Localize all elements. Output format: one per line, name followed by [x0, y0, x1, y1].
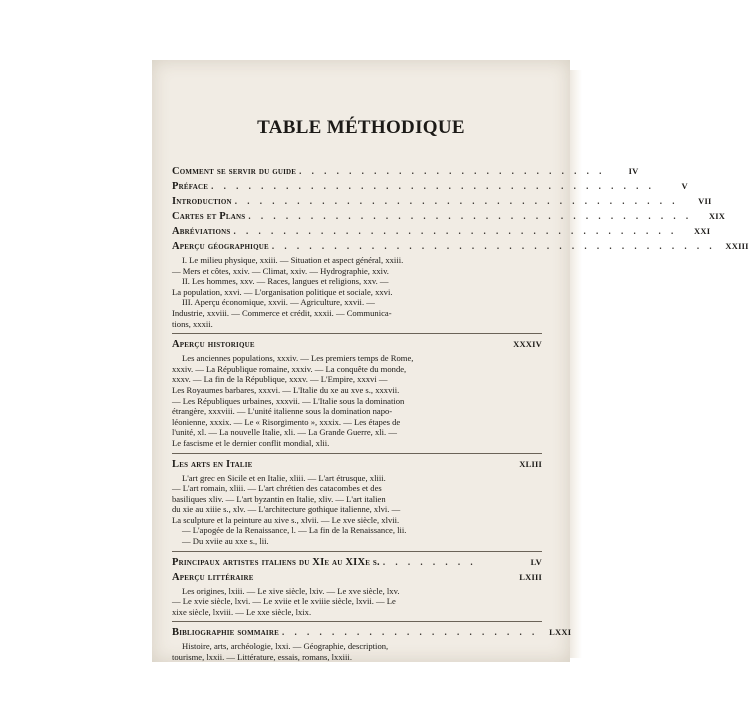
- subtopic-line: — L'art romain, xliii. — L'art chrétien des catacombes et des: [172, 483, 382, 494]
- toc-label: Principaux artistes italiens du XIe au XIXe s.: [172, 556, 380, 568]
- section-divider: [172, 453, 542, 454]
- subtopic-line: — Du xviie au xxe s., lii.: [182, 536, 269, 547]
- hist-subtopics: [172, 353, 512, 448]
- leader-dots: . . . . . . . . . . . . . . . . . . . . . . . . . . . . . . . . . . . .: [248, 211, 693, 221]
- leader-dots: . . . . . . . . . . . . . . . . . . . . .: [281, 627, 539, 638]
- biblio-subtopics: [172, 641, 512, 662]
- section-divider: [172, 333, 542, 334]
- leader-dots: . . . . . . . . . . . . . . . . . . . . . . . . . . . . . . . . . . . .: [234, 196, 679, 206]
- subtopic-line: — Le xvie siècle, lxvi. — Le xviie et le xviiie siècle, lxvii. — Le: [172, 596, 396, 607]
- toc-page-number: V: [681, 181, 688, 191]
- geo-subtopics: [172, 255, 512, 329]
- toc-page-number: LXXI: [549, 627, 572, 638]
- toc-label: Bibliographie sommaire: [172, 627, 279, 639]
- subtopic-line: du xie au xiiie s., xlv. — L'architecture gothique italienne, xlvi. —: [172, 504, 401, 515]
- subtopic-line: Les Royaumes barbares, xxxvi. — L'Italie du xe au xve s., xxxvii.: [172, 384, 400, 395]
- subtopic-line: — Les Républiques urbaines, xxxvii. — L'Italie sous la domination: [172, 395, 405, 406]
- subtopic-line: I. Le milieu physique, xxiii. — Situation et aspect général, xxiii.: [182, 255, 404, 265]
- subtopic-line: Histoire, arts, archéologie, lxxi. — Géographie, description,: [182, 641, 389, 652]
- subtopic-line: III. Aperçu économique, xxvii. — Agriculture, xxvii. —: [182, 297, 375, 308]
- subtopic-line: Le fascisme et le dernier conflit mondial, xlii.: [172, 437, 330, 448]
- subtopic-line: tourisme, lxxii. — Littérature, essais, romans, lxxiii.: [172, 652, 352, 663]
- toc-entry-geographique[interactable]: [172, 239, 749, 254]
- toc-page-number: XLIII: [519, 458, 542, 469]
- subtopic-line: xxxv. — La fin de la République, xxxv. — L'Empire, xxxvi —: [172, 374, 388, 385]
- toc-page-number: IV: [628, 166, 639, 176]
- subtopic-line: xixe siècle, lxviii. — Le xxe siècle, lxix.: [172, 606, 312, 617]
- leader-dots: . . . . . . . . . . . . . . . . . . . . . . . . .: [299, 166, 606, 176]
- toc-entry-historique[interactable]: [172, 337, 542, 352]
- subtopic-line: L'art grec en Sicile et en Italie, xliii. — L'art étrusque, xliii.: [182, 472, 386, 483]
- arts-subtopics: [172, 473, 512, 547]
- toc-label: Préface: [172, 181, 209, 192]
- section-divider: [172, 621, 542, 622]
- toc-label: Les arts en Italie: [172, 458, 253, 470]
- leader-dots: . . . . . . . . . . . . . . . . . . . . . . . . . . . . . . . . . . . .: [211, 181, 655, 191]
- section-divider: [172, 551, 542, 552]
- toc-page-number: XXI: [694, 226, 711, 236]
- leader-dots: . . . . . . . . . . . . . . . . . . . . . . . . . . . . . . . . . . . .: [271, 241, 716, 251]
- toc-page-number: XXIII: [725, 241, 749, 251]
- subtopic-line: II. Les hommes, xxv. — Races, langues et religions, xxv. —: [182, 276, 389, 287]
- subtopic-line: Industrie, xxviii. — Commerce et crédit, xxxii. — Communica-: [172, 307, 392, 318]
- table-of-contents: [172, 164, 749, 667]
- subtopic-line: La population, xxvi. — L'organisation politique et sociale, xxvi.: [172, 286, 393, 297]
- toc-label: Cartes et Plans: [172, 211, 246, 222]
- subtopic-line: La sculpture et la peinture au xive s., xlvii. — Le xve siècle, xlvii.: [172, 514, 400, 525]
- subtopic-line: — L'apogée de la Renaissance, l. — La fin de la Renaissance, lii.: [182, 525, 407, 536]
- toc-entry-artistes[interactable]: [172, 555, 542, 570]
- subtopic-line: étrangère, xxxviii. — L'unité italienne sous la domination napo-: [172, 406, 393, 417]
- toc-entry-litteraire[interactable]: [172, 570, 542, 585]
- toc-page-number: XXXIV: [513, 339, 542, 350]
- toc-label: Aperçu historique: [172, 339, 255, 351]
- subtopic-line: tions, xxxii.: [172, 318, 213, 329]
- subtopic-line: Les anciennes populations, xxxiv. — Les premiers temps de Rome,: [182, 353, 414, 364]
- toc-page-number: VII: [698, 196, 712, 206]
- toc-label: Aperçu littéraire: [172, 571, 254, 583]
- toc-page-number: LXIII: [519, 571, 542, 582]
- toc-page-number: LV: [530, 556, 542, 567]
- subtopic-line: basiliques xliv. — L'art byzantin en Italie, xliv. — L'art italien: [172, 493, 386, 504]
- toc-entry-cartes[interactable]: [172, 209, 726, 224]
- toc-entry-introduction[interactable]: [172, 194, 712, 209]
- subtopic-line: xxxiv. — La République romaine, xxxiv. — La conquête du monde,: [172, 363, 407, 374]
- toc-label: Aperçu géographique: [172, 241, 269, 252]
- toc-label: Abréviations: [172, 226, 231, 237]
- toc-label: Comment se servir du guide: [172, 166, 297, 177]
- toc-label: Introduction: [172, 196, 232, 207]
- leader-dots: . . . . . . . . . . . . . . . . . . . . . . . . . . . . . . . . . . . .: [233, 226, 678, 236]
- subtopic-line: l'unité, xl. — La nouvelle Italie, xli. — La Grande Guerre, xli. —: [172, 427, 397, 438]
- toc-page-number: XIX: [708, 211, 726, 221]
- toc-entry-guide[interactable]: [172, 164, 639, 179]
- toc-entry-abreviations[interactable]: [172, 224, 711, 239]
- leader-dots: . . . . . . . .: [382, 556, 477, 567]
- subtopic-line: Les origines, lxiii. — Le xive siècle, lxiv. — Le xve siècle, lxv.: [182, 585, 400, 596]
- toc-entry-bibliographie[interactable]: [172, 625, 572, 640]
- page-title: TABLE MÉTHODIQUE: [257, 117, 465, 138]
- subtopic-line: léonienne, xxxix. — Le « Risorgimento », xxxix. — Les étapes de: [172, 416, 401, 427]
- book-page: [152, 60, 749, 663]
- subtopic-line: — Mers et côtes, xxiv. — Climat, xxiv. — Hydrographie, xxiv.: [172, 265, 389, 276]
- toc-entry-preface[interactable]: [172, 179, 688, 194]
- toc-entry-arts[interactable]: [172, 457, 542, 472]
- lit-subtopics: [172, 586, 512, 618]
